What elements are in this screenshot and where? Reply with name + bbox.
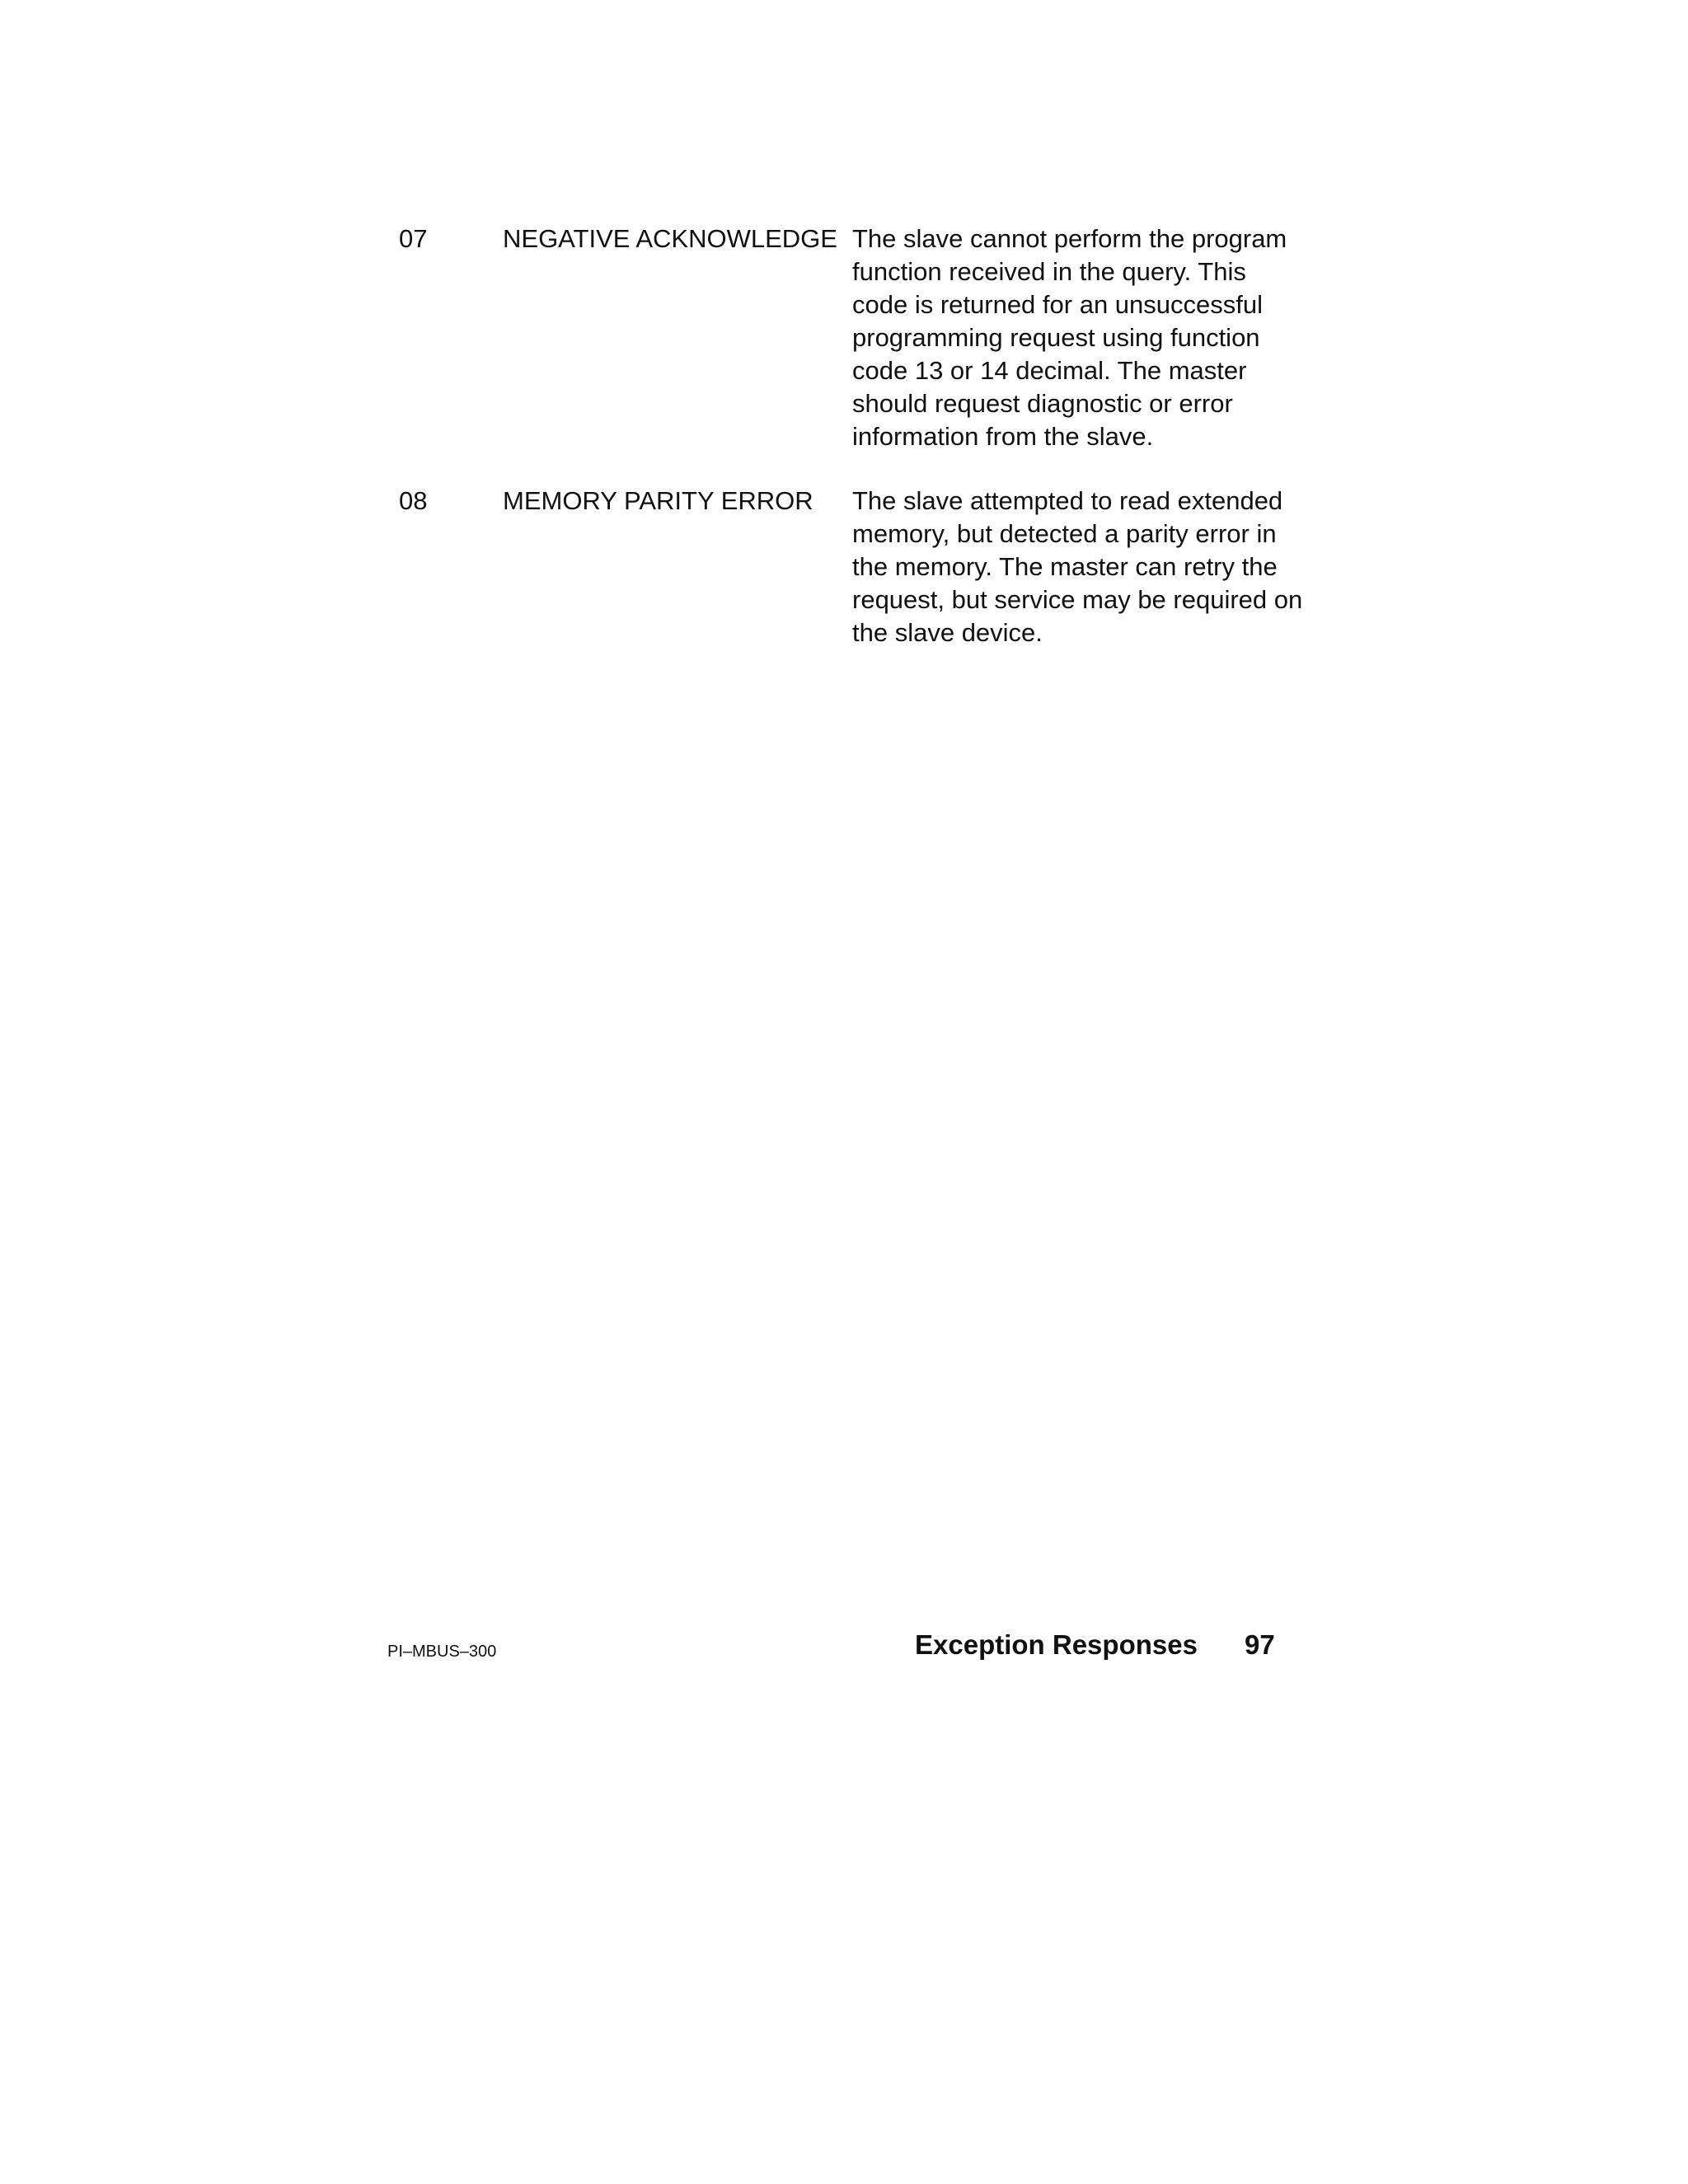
description-line: the slave device.: [852, 618, 1043, 647]
description-line: The slave attempted to read extended: [852, 486, 1283, 515]
exception-name: MEMORY PARITY ERROR: [503, 486, 814, 515]
description-line: code is returned for an unsuccessful: [852, 290, 1263, 319]
description-line: memory, but detected a parity error in: [852, 519, 1277, 548]
exception-description: [852, 485, 1303, 649]
description-line: function received in the query. This: [852, 257, 1246, 286]
description-line: request, but service may be required on: [852, 585, 1303, 614]
description-line: programming request using function: [852, 323, 1260, 352]
description-line: The slave cannot perform the program: [852, 224, 1287, 253]
exception-code-table: [399, 223, 1303, 649]
exception-row-07: [399, 223, 1297, 453]
exception-row-08: [399, 485, 1303, 649]
exception-code: 07: [399, 224, 428, 253]
footer-document-id: PI–MBUS–300: [387, 1643, 497, 1661]
footer-section-title: Exception Responses: [915, 1629, 1198, 1660]
description-line: code 13 or 14 decimal. The master: [852, 356, 1247, 385]
exception-code: 08: [399, 486, 428, 515]
exception-name: NEGATIVE ACKNOWLEDGE: [503, 224, 837, 253]
exception-description: [852, 223, 1297, 453]
description-line: the memory. The master can retry the: [852, 552, 1278, 581]
description-line: information from the slave.: [852, 422, 1154, 451]
footer-page-number: 97: [1245, 1629, 1275, 1660]
description-line: should request diagnostic or error: [852, 389, 1233, 418]
